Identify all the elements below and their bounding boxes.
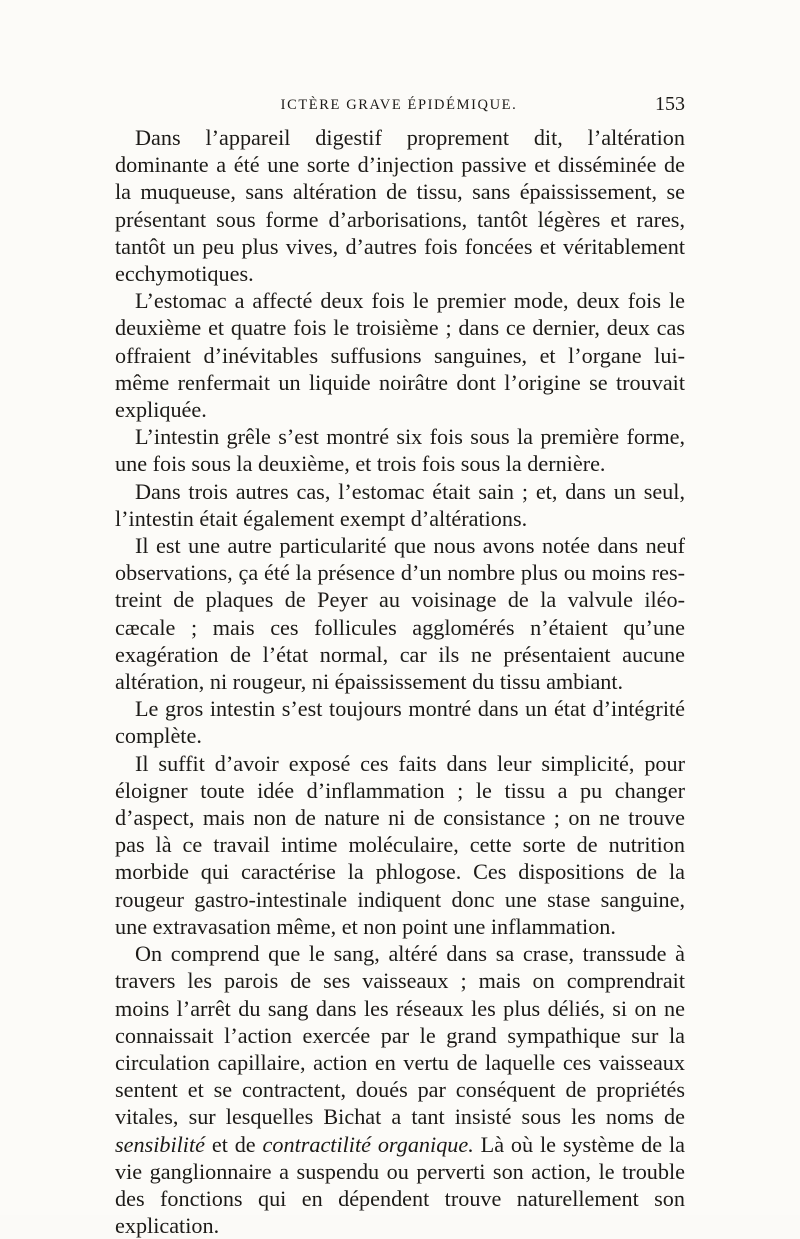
term-contractilite-organique: contractilité organique.	[262, 1131, 474, 1157]
paragraph-7: Il suffit d’avoir exposé ces faits dans leur simplicité, pour éloigner toute idée d’inflammation ; le tissu a pu changer d’aspect, mais non de nature ni de consistance ; on ne trouve pas là ce travail intime moléculaire, cette sorte de nutrition morbide qui caractérise la phlogose. Ces dispositions de la rougeur gastro-intestinale indiquent donc une stase sanguine, une extravasation même, et non point une inflammation.	[115, 750, 685, 939]
paragraph-8-text-1: On comprend que le sang, altéré dans sa crase, transsude à travers les parois de ses vaisseaux ; mais on comprendrait moins l’arrêt du sang dans les réseaux les plus déliés, si on ne connaissait l’action exercée par le grand sympathique sur la circulation capillaire, action en vertu de laquelle ces vaisseaux sentent et se contractent, doués par conséquent de propriétés vitales, sur lesquelles Bichat a tant insisté sous les noms de	[115, 941, 685, 1130]
paragraph-5: Il est une autre particularité que nous avons notée dans neuf observations, ça été la présence d’un nombre plus ou moins restreint de plaques de Peyer au voisinage de la valvule iléo-cæcale ; mais ces follicules agglomérés n’étaient qu’une exagération de l’état normal, car ils ne présentaient aucune altération, ni rougeur, ni épaississement du tissu ambiant.	[115, 533, 685, 695]
paragraph-6: Le gros intestin s’est toujours montré dans un état d’intégrité complète.	[115, 696, 685, 749]
term-sensibilite: sensibilité	[115, 1131, 205, 1157]
running-title: ICTÈRE GRAVE ÉPIDÉMIQUE.	[280, 97, 518, 113]
running-head	[113, 93, 685, 117]
paragraph-4: Dans trois autres cas, l’estomac était sain ; et, dans un seul, l’intestin était également exempt d’altérations.	[115, 478, 685, 531]
body-text	[115, 124, 685, 1239]
paragraph-1: Dans l’appareil digestif proprement dit, l’altération dominante a été une sorte d’injection passive et disséminée de la muqueuse, sans altération de tissu, sans épaississement, se présentant sous forme d’arborisations, tantôt légères et rares, tantôt un peu plus vives, d’autres fois foncées et véritablement ecchymotiques.	[115, 125, 685, 287]
paragraph-8-text-2: et de	[204, 1131, 263, 1157]
paragraph-3: L’intestin grêle s’est montré six fois sous la première forme, une fois sous la deuxième, et trois fois sous la dernière.	[115, 424, 685, 477]
paragraph-8	[115, 940, 685, 1239]
paragraph-2: L’estomac a affecté deux fois le premier mode, deux fois le deuxième et quatre fois le troisième ; dans ce dernier, deux cas offraient d’inévitables suffusions sanguines, et l’organe lui-même renfermait un liquide noirâtre dont l’origine se trouvait expliquée.	[115, 288, 685, 423]
page-number: 153	[655, 93, 685, 115]
paragraph-8-text-3: Là où le système de la vie ganglionnaire a suspendu ou perverti son action, le trouble des fonctions qui en dépendent trouve naturellement son explication.	[115, 1131, 685, 1239]
